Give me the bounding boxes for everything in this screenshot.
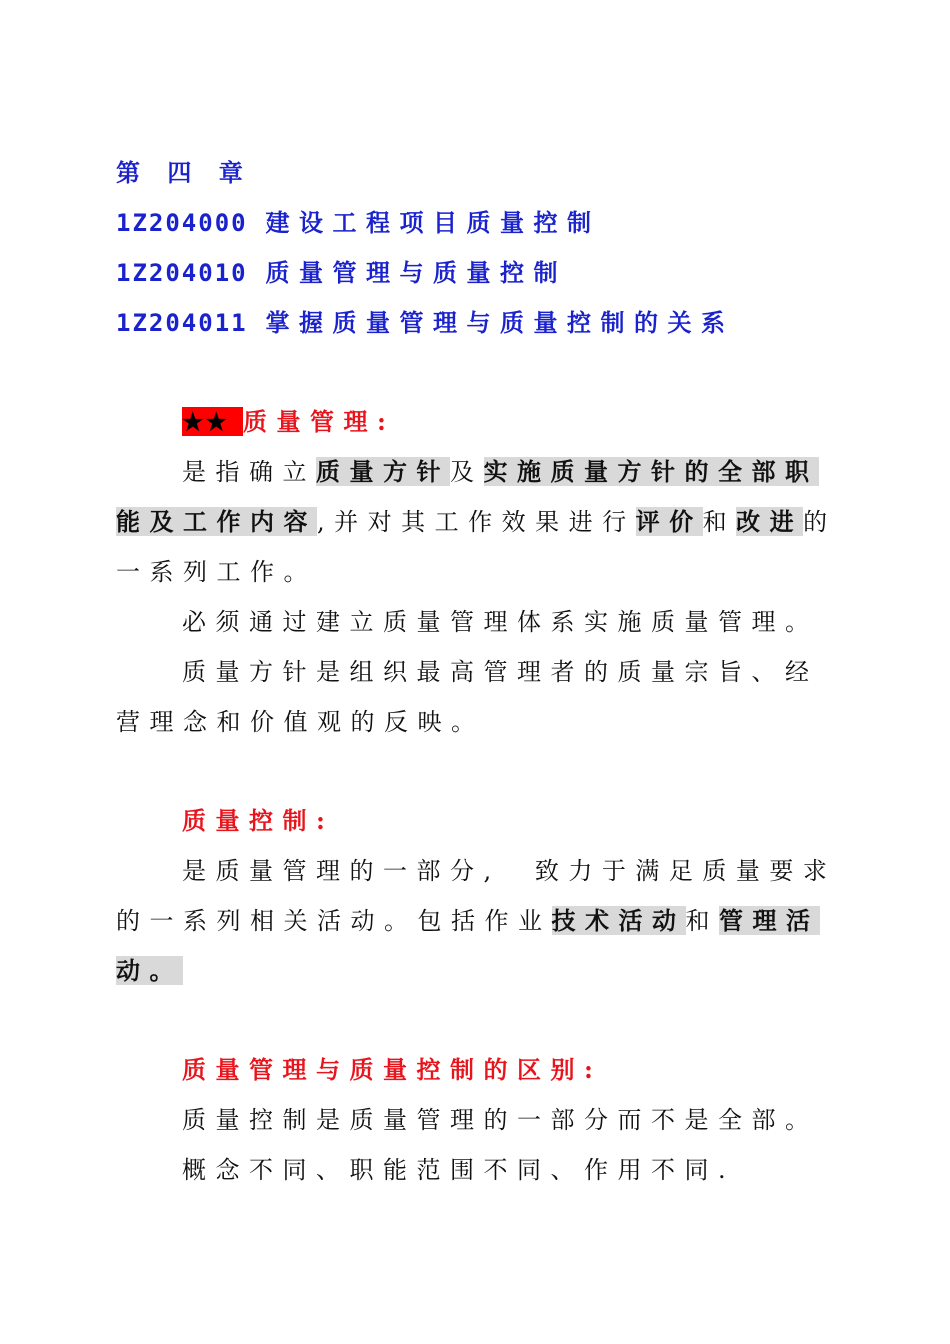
- highlight-management-activities: 管理活: [719, 906, 820, 935]
- qc-definition-line-2: [116, 906, 820, 936]
- text: 概念不同、职能范围不同、作用不同.: [182, 1156, 736, 1184]
- text: 。: [149, 956, 183, 985]
- section-heading-1z204010: [116, 258, 567, 288]
- text: 营理念和价值观的反映。: [116, 708, 485, 736]
- heading-text: 质量管理:: [243, 407, 396, 436]
- star-rating-icon: ★★: [182, 407, 243, 436]
- text: 动: [116, 956, 150, 985]
- text: 一系列工作。: [116, 558, 317, 586]
- highlight-functions-work: 能及工作内容: [116, 507, 317, 536]
- difference-heading: [182, 1055, 602, 1085]
- section-code: 1Z204000: [116, 209, 248, 237]
- qm-definition-line-1: [182, 457, 819, 487]
- highlight-management-activities-cont: [116, 956, 183, 985]
- difference-line-2: [182, 1155, 735, 1185]
- section-text: 建设工程项目质量控制: [265, 208, 601, 237]
- heading-text: 质量控制:: [182, 806, 335, 835]
- text: 是质量管理的一部分, 致力于满足质量要求: [182, 857, 837, 885]
- text: 的: [803, 508, 837, 536]
- chapter-title: 第 四 章: [116, 158, 253, 187]
- qm-note-1: [182, 607, 819, 637]
- text: 及: [450, 458, 484, 486]
- highlight-implement-policy: 实施质量方针的全部职: [483, 457, 819, 486]
- section-text: 掌握质量管理与质量控制的关系: [265, 308, 735, 337]
- difference-line-1: [182, 1105, 819, 1135]
- qc-definition-line-3: [116, 956, 183, 986]
- heading-text: 质量管理与质量控制的区别:: [182, 1055, 603, 1084]
- text: ,并对其工作效果进行: [317, 508, 636, 536]
- text: 的一系列相关活动。包括作业: [116, 907, 552, 935]
- highlight-evaluate: 评价: [635, 507, 703, 536]
- text: 和: [685, 907, 719, 935]
- quality-control-heading: [182, 806, 334, 836]
- highlight-quality-policy: 质量方针: [316, 457, 450, 486]
- section-code: 1Z204010: [116, 259, 248, 287]
- quality-management-heading: [182, 407, 395, 437]
- qm-note-2: [182, 657, 819, 687]
- qc-definition-line-1: [182, 856, 836, 886]
- qm-note-2-cont: [116, 707, 485, 737]
- qm-definition-line-3: [116, 557, 317, 587]
- section-heading-1z204011: [116, 308, 734, 338]
- highlight-technical-activities: 技术活动: [551, 906, 686, 935]
- text: 质量控制是质量管理的一部分而不是全部。: [182, 1106, 819, 1134]
- section-text: 质量管理与质量控制: [265, 258, 567, 287]
- text: 是指确立: [182, 458, 316, 486]
- text: 质量方针是组织最高管理者的质量宗旨、经: [182, 658, 819, 686]
- highlight-improve: 改进: [736, 507, 804, 536]
- section-heading-1z204000: [116, 208, 600, 238]
- text: 和: [702, 508, 737, 536]
- section-code: 1Z204011: [116, 309, 248, 337]
- text: 必须通过建立质量管理体系实施质量管理。: [182, 608, 819, 636]
- qm-definition-line-2: [116, 507, 837, 537]
